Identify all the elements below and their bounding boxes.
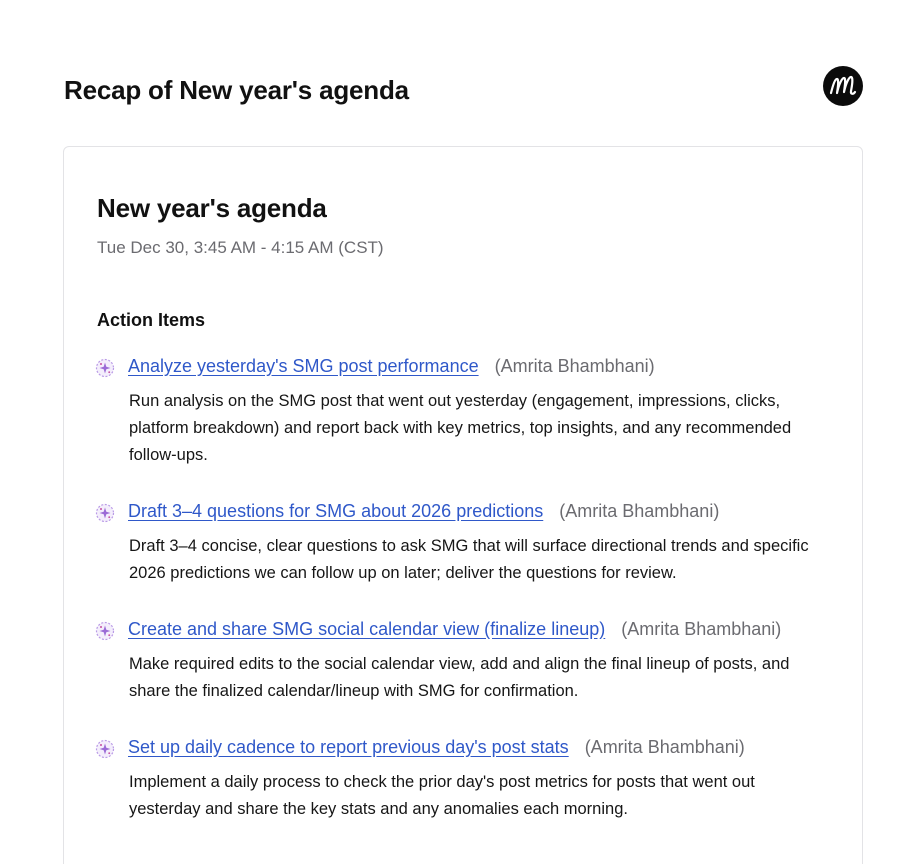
page-title: Recap of New year's agenda (64, 74, 409, 105)
action-item-owner: (Amrita Bhambhani) (494, 355, 655, 376)
action-item-owner: (Amrita Bhambhani) (621, 618, 782, 639)
action-item-header (97, 735, 829, 759)
meeting-time: Tue Dec 30, 3:45 AM - 4:15 AM (CST) (97, 238, 384, 257)
action-item (97, 735, 829, 823)
action-item-description: Make required edits to the social calendar view, add and align the final lineup of posts, and share the finalized calendar/lineup with SMG for confirmation. (129, 655, 790, 700)
sparkle-icon (95, 358, 115, 378)
action-item-description: Run analysis on the SMG post that went out yesterday (engagement, impressions, clicks, platform breakdown) and report back with key metrics, top insights, and any recommended follow-ups. (129, 392, 792, 464)
action-item-header (97, 499, 829, 523)
action-item-owner: (Amrita Bhambhani) (584, 736, 745, 757)
brand-m-logo-icon (823, 66, 863, 106)
action-item (97, 617, 829, 705)
sparkle-icon (95, 503, 115, 523)
header (64, 60, 863, 120)
action-item-description: Implement a daily process to check the prior day's post metrics for posts that went out yesterday and share the key stats and any anomalies each morning. (129, 773, 755, 818)
sparkle-icon (95, 621, 115, 641)
action-item-link[interactable]: Create and share SMG social calendar view (finalize lineup) (128, 618, 606, 639)
action-items-heading: Action Items (97, 310, 206, 330)
sparkle-icon (95, 739, 115, 759)
action-item-owner: (Amrita Bhambhani) (559, 500, 720, 521)
action-item-header (97, 617, 829, 641)
action-item-description: Draft 3–4 concise, clear questions to ask SMG that will surface directional trends and specific 2026 predictions we can follow up on later; deliver the questions for review. (129, 537, 809, 582)
meeting-recap-card (63, 146, 863, 864)
action-item-link[interactable]: Set up daily cadence to report previous day's post stats (128, 736, 569, 757)
meeting-title: New year's agenda (97, 193, 327, 223)
action-item-link[interactable]: Analyze yesterday's SMG post performance (128, 355, 479, 376)
action-item-list (97, 354, 829, 823)
action-item-header (97, 354, 829, 378)
action-item-link[interactable]: Draft 3–4 questions for SMG about 2026 predictions (128, 500, 544, 521)
action-item (97, 499, 829, 587)
action-item (97, 354, 829, 469)
